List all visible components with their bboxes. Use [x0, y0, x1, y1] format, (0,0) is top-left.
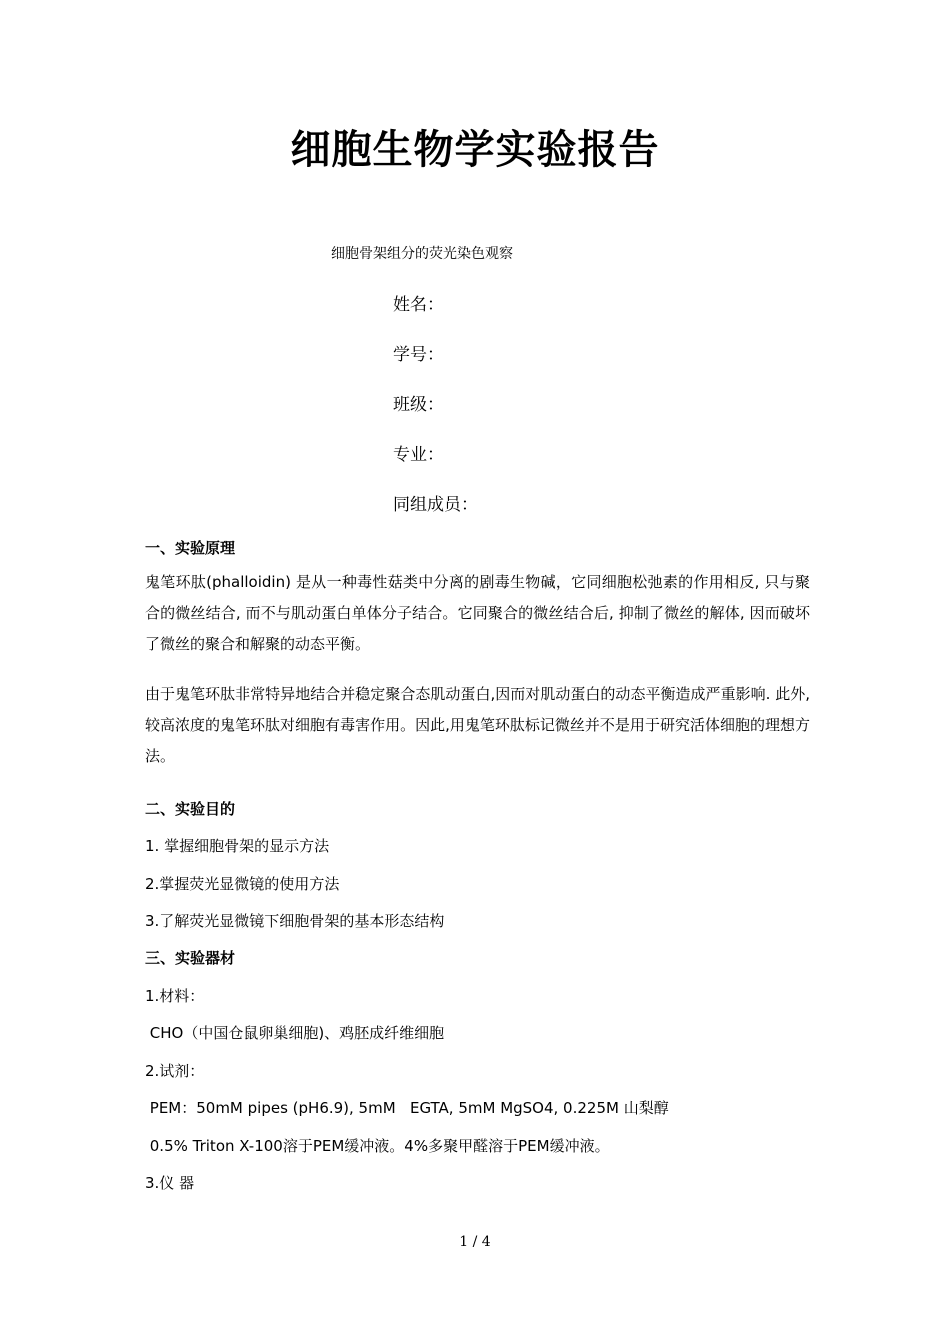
purpose-item-3: 3.了解荧光显微镜下细胞骨架的基本形态结构 [145, 912, 445, 930]
section-heading-principle: 一、实验原理 [145, 539, 236, 557]
reagent-line-1: PEM：50mM pipes (pH6.9), 5mM EGTA, 5mM MgSO4, 0.225M 山梨醇 [145, 1099, 669, 1117]
name-field-label: 姓名： [393, 295, 444, 315]
section-heading-purpose: 二、实验目的 [145, 800, 236, 818]
page-number: 1 / 4 [459, 1234, 491, 1250]
material-label: 1.材料： [145, 987, 205, 1005]
student-id-field-label: 学号： [393, 345, 444, 365]
principle-paragraph-1: 鬼笔环肽(phalloidin) 是从一种毒性菇类中分离的剧毒生物碱，它同细胞松弛素的作用相反, 只与聚合的微丝结合, 而不与肌动蛋白单体分子结合。它同聚合的微丝结合后, 抑制了微丝的解体, 因而破坏了微丝的聚合和解聚的动态平衡。 [145, 573, 810, 653]
report-subtitle: 细胞骨架组分的荧光染色观察 [331, 246, 513, 262]
reagent-label: 2.试剂： [145, 1062, 205, 1080]
group-members-field-label: 同组成员： [393, 495, 478, 515]
major-field-label: 专业： [393, 445, 444, 465]
purpose-item-1: 1. 掌握细胞骨架的显示方法 [145, 837, 330, 855]
report-title: 细胞生物学实验报告 [290, 127, 660, 173]
instrument-label: 3.仪 器 [145, 1174, 195, 1192]
class-field-label: 班级： [393, 395, 444, 415]
material-text: CHO（中国仓鼠卵巢细胞)、鸡胚成纤维细胞 [145, 1024, 445, 1042]
purpose-item-2: 2.掌握荧光显微镜的使用方法 [145, 875, 340, 893]
reagent-line-2: 0.5% Triton X-100溶于PEM缓冲液。4%多聚甲醛溶于PEM缓冲液。 [145, 1137, 610, 1155]
principle-paragraph-2: 由于鬼笔环肽非常特异地结合并稳定聚合态肌动蛋白,因而对肌动蛋白的动态平衡造成严重影响. 此外, 较高浓度的鬼笔环肽对细胞有毒害作用。因此,用鬼笔环肽标记微丝并不是用于研究活体细胞的理想方法。 [145, 685, 810, 765]
section-heading-materials: 三、实验器材 [145, 949, 236, 967]
